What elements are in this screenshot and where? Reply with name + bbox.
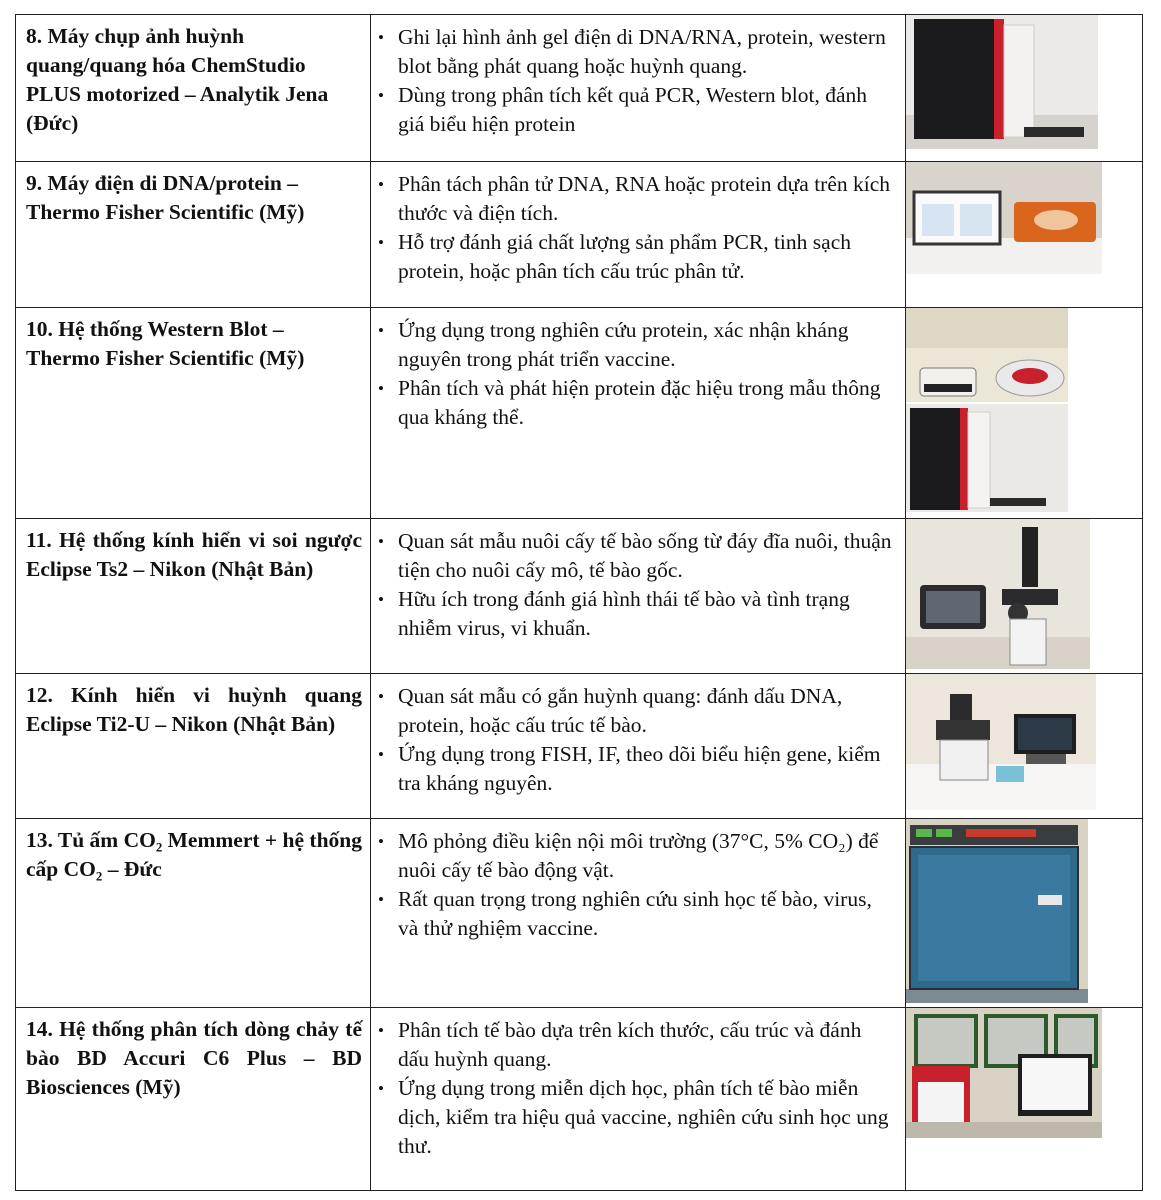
description-list bbox=[371, 674, 905, 798]
equipment-photo-cell bbox=[906, 308, 1143, 519]
equipment-name: 9. Máy điện di DNA/protein – Thermo Fisher Scientific (Mỹ) bbox=[26, 171, 305, 224]
table-row bbox=[16, 308, 1143, 519]
equipment-photo-cell bbox=[906, 819, 1143, 1008]
description-item: • Ứng dụng trong FISH, IF, theo dõi biểu hiện gene, kiểm tra kháng nguyên. bbox=[398, 740, 895, 798]
co2-incubator-photo bbox=[906, 819, 1088, 1003]
description-item: • Quan sát mẫu nuôi cấy tế bào sống từ đáy đĩa nuôi, thuận tiện cho nuôi cấy mô, tế bào gốc. bbox=[398, 527, 895, 585]
equipment-table bbox=[15, 14, 1143, 1191]
equipment-photo-cell bbox=[906, 162, 1143, 308]
equipment-name: 12. Kính hiển vi huỳnh quang Eclipse Ti2-U – Nikon (Nhật Bản) bbox=[26, 683, 362, 736]
equipment-name-cell bbox=[16, 519, 371, 674]
table-row bbox=[16, 162, 1143, 308]
equipment-name-cell bbox=[16, 819, 371, 1008]
equipment-photo-cell bbox=[906, 15, 1143, 162]
equipment-description-cell bbox=[371, 1008, 906, 1191]
description-list bbox=[371, 1008, 905, 1161]
table-row bbox=[16, 15, 1143, 162]
description-item: • Phân tích và phát hiện protein đặc hiệu trong mẫu thông qua kháng thể. bbox=[398, 374, 895, 432]
description-item: • Rất quan trọng trong nghiên cứu sinh học tế bào, virus, và thử nghiệm vaccine. bbox=[398, 885, 895, 943]
equipment-name-cell bbox=[16, 1008, 371, 1191]
table-row bbox=[16, 1008, 1143, 1191]
description-list bbox=[371, 15, 905, 139]
table-row bbox=[16, 519, 1143, 674]
gel-imager-photo bbox=[906, 15, 1098, 149]
description-item: • Ghi lại hình ảnh gel điện di DNA/RNA, protein, western blot bằng phát quang hoặc huỳnh quang. bbox=[398, 23, 895, 81]
equipment-description-cell bbox=[371, 15, 906, 162]
equipment-description-cell bbox=[371, 819, 906, 1008]
inverted-microscope-photo bbox=[906, 519, 1090, 669]
description-item: • Hỗ trợ đánh giá chất lượng sản phẩm PCR, tinh sạch protein, hoặc phân tích cấu trúc phân tử. bbox=[398, 228, 895, 286]
description-item: • Ứng dụng trong nghiên cứu protein, xác nhận kháng nguyên trong phát triển vaccine. bbox=[398, 316, 895, 374]
description-item: • Phân tích tế bào dựa trên kích thước, cấu trúc và đánh dấu huỳnh quang. bbox=[398, 1016, 895, 1074]
equipment-description-cell bbox=[371, 674, 906, 819]
description-item: • Hữu ích trong đánh giá hình thái tế bào và tình trạng nhiễm virus, vi khuẩn. bbox=[398, 585, 895, 643]
description-item: • Mô phỏng điều kiện nội môi trường (37°C, 5% CO₂) để nuôi cấy tế bào động vật. bbox=[398, 827, 895, 885]
equipment-name: 13. Tủ ấm CO₂ Memmert + hệ thống cấp CO₂ – Đức bbox=[26, 828, 362, 881]
electrophoresis-photo bbox=[906, 162, 1102, 274]
equipment-name-cell bbox=[16, 162, 371, 308]
equipment-name-cell bbox=[16, 15, 371, 162]
equipment-description-cell bbox=[371, 308, 906, 519]
equipment-photo-cell bbox=[906, 519, 1143, 674]
description-item: • Ứng dụng trong miễn dịch học, phân tích tế bào miễn dịch, kiểm tra hiệu quả vaccine, nghiên cứu sinh học ung thư. bbox=[398, 1074, 895, 1161]
table-row bbox=[16, 674, 1143, 819]
western-blot-photo bbox=[906, 308, 1068, 512]
description-item: • Dùng trong phân tích kết quả PCR, Western blot, đánh giá biểu hiện protein bbox=[398, 81, 895, 139]
description-list bbox=[371, 819, 905, 943]
equipment-name: 14. Hệ thống phân tích dòng chảy tế bào BD Accuri C6 Plus – BD Biosciences (Mỹ) bbox=[26, 1017, 362, 1099]
equipment-name-cell bbox=[16, 308, 371, 519]
description-list bbox=[371, 519, 905, 643]
equipment-name: 8. Máy chụp ảnh huỳnh quang/quang hóa ChemStudio PLUS motorized – Analytik Jena (Đức) bbox=[26, 24, 329, 135]
description-list bbox=[371, 308, 905, 432]
equipment-photo-cell bbox=[906, 1008, 1143, 1191]
equipment-photo-cell bbox=[906, 674, 1143, 819]
equipment-name: 11. Hệ thống kính hiển vi soi ngược Eclipse Ts2 – Nikon (Nhật Bản) bbox=[26, 528, 362, 581]
description-list bbox=[371, 162, 905, 286]
flow-cytometer-photo bbox=[906, 1008, 1102, 1138]
equipment-description-cell bbox=[371, 162, 906, 308]
description-item: • Quan sát mẫu có gắn huỳnh quang: đánh dấu DNA, protein, hoặc cấu trúc tế bào. bbox=[398, 682, 895, 740]
equipment-name-cell bbox=[16, 674, 371, 819]
table-row bbox=[16, 819, 1143, 1008]
equipment-name: 10. Hệ thống Western Blot – Thermo Fisher Scientific (Mỹ) bbox=[26, 317, 305, 370]
fluorescence-microscope-photo bbox=[906, 674, 1096, 810]
description-item: • Phân tách phân tử DNA, RNA hoặc protein dựa trên kích thước và điện tích. bbox=[398, 170, 895, 228]
equipment-description-cell bbox=[371, 519, 906, 674]
